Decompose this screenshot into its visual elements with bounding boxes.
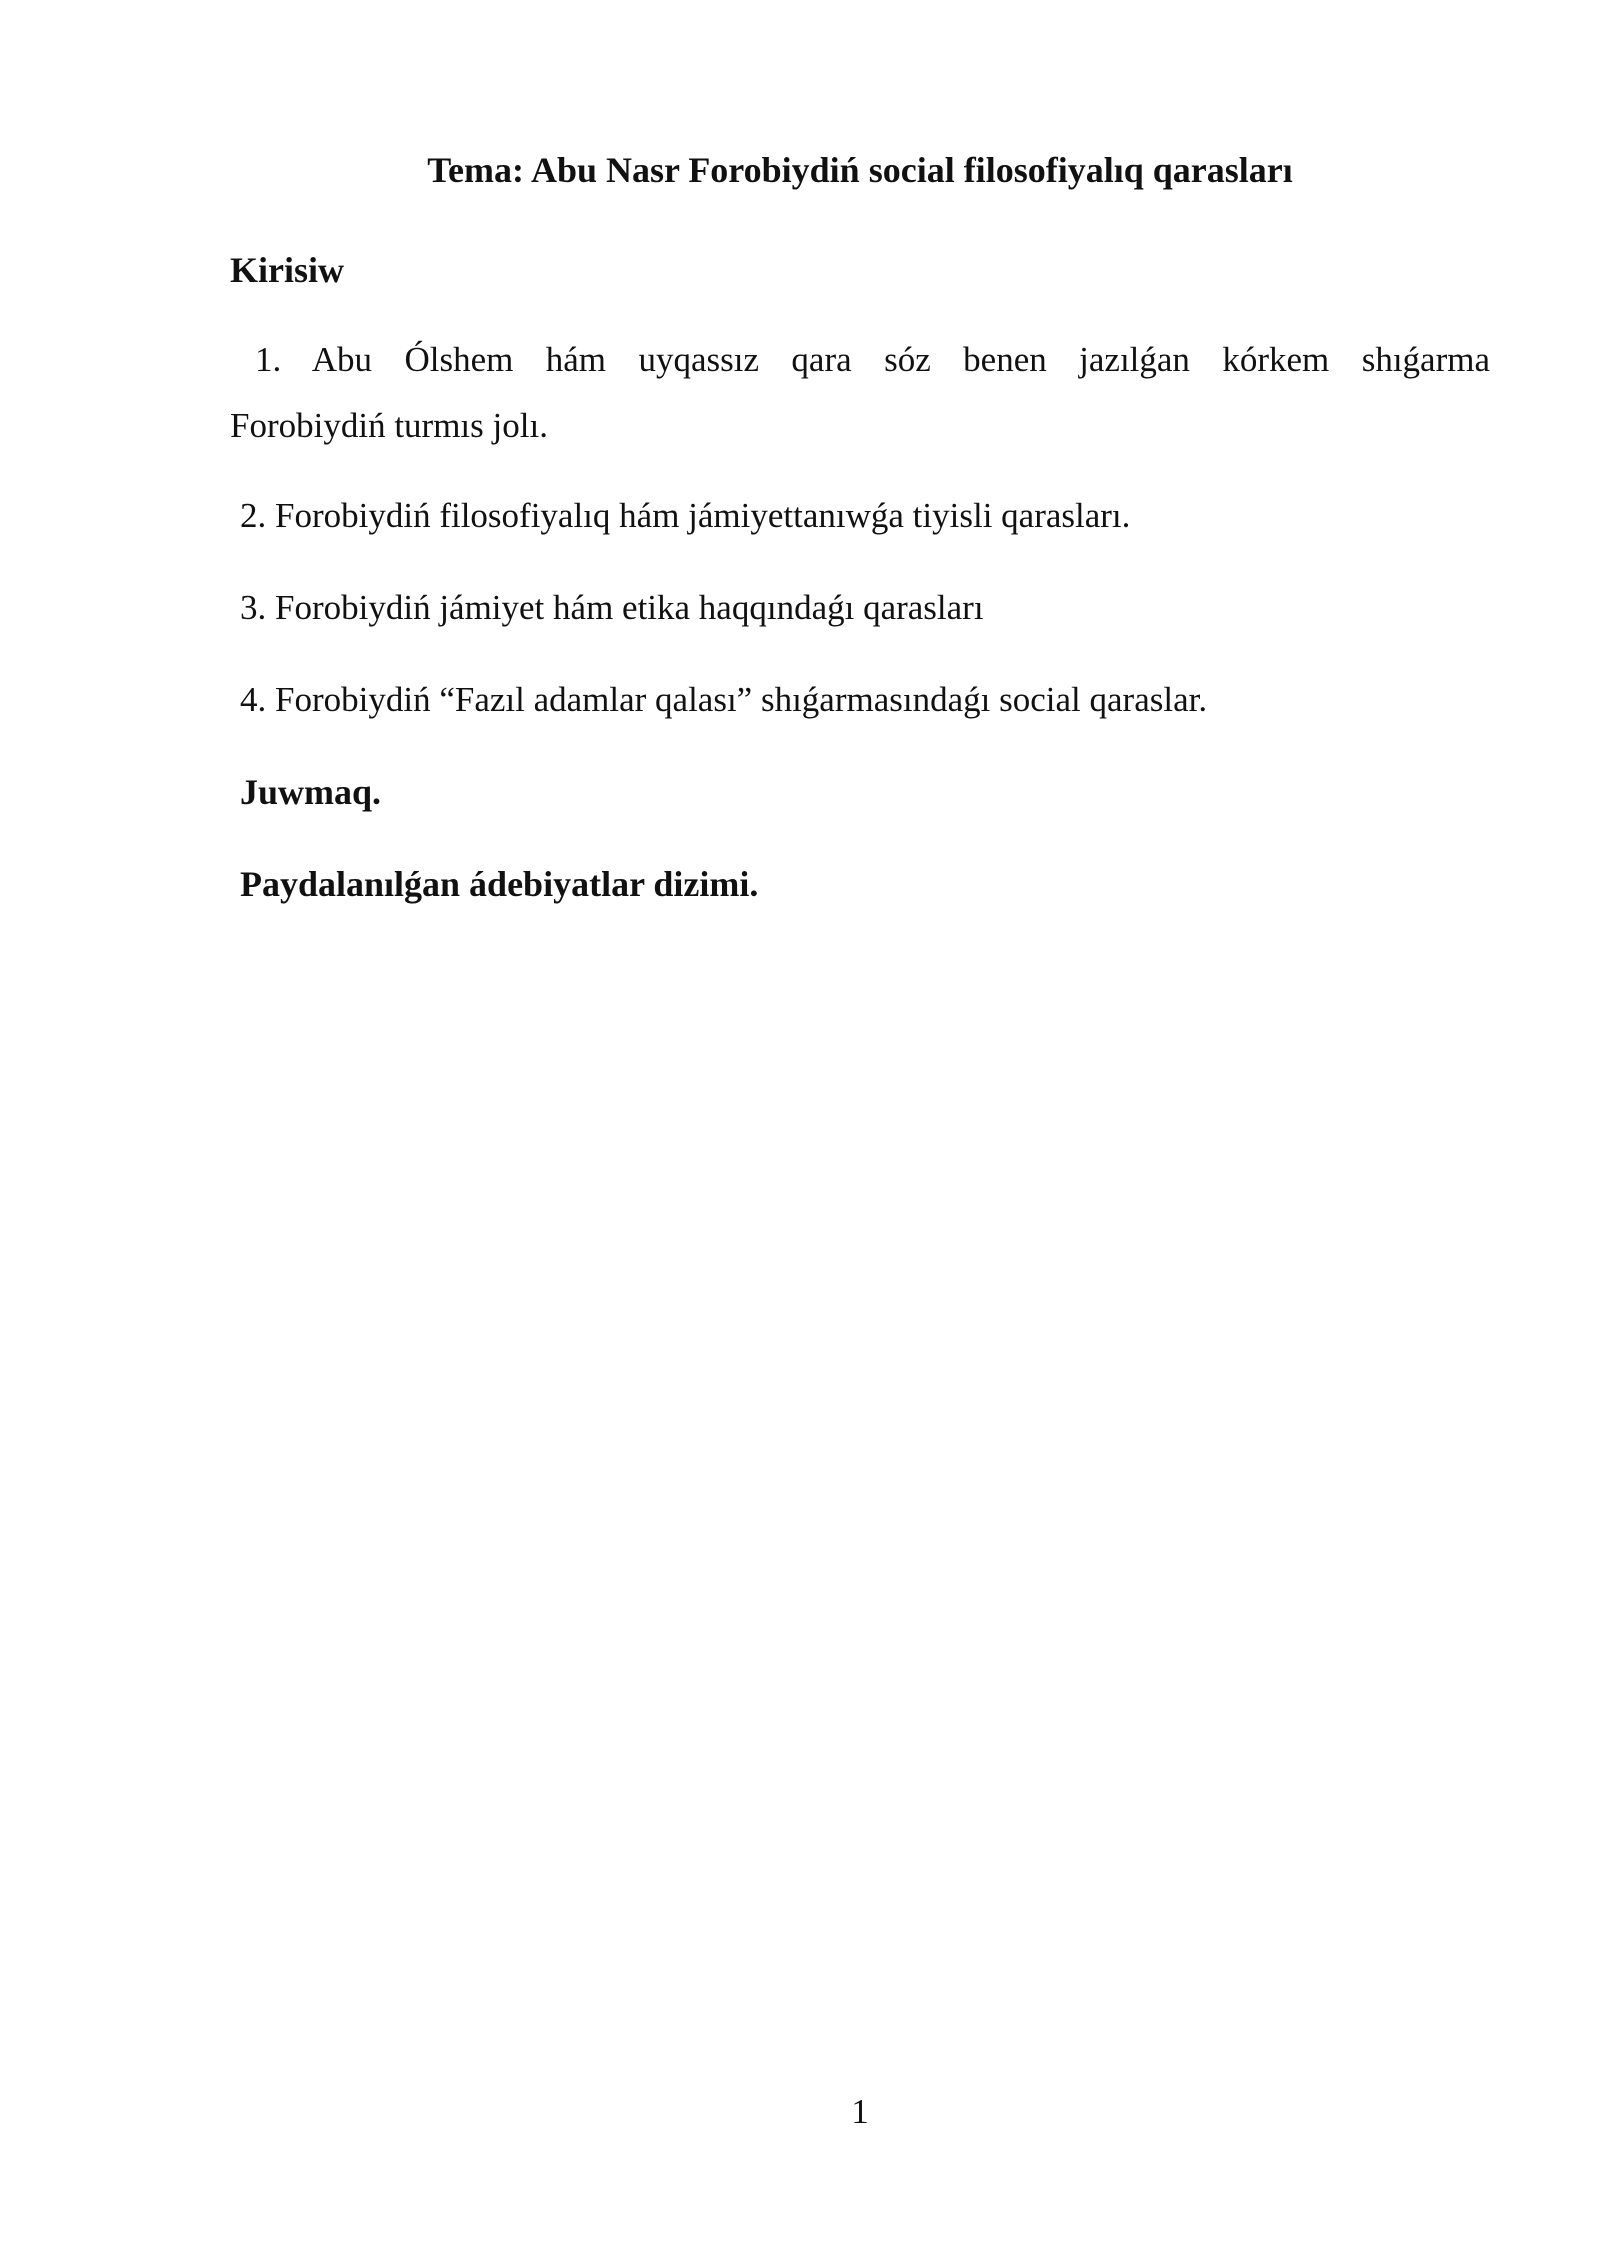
page-number: 1 (851, 2092, 869, 2131)
list-item: 4. Forobiydiń “Fazıl adamlar qalası” shıǵarmasındaǵı social qaraslar. (240, 680, 1208, 719)
list-item-text-line-1: 1. Abu Ólshem hám uyqassız qara sóz benen jazılǵan kórkem shıǵarma (255, 340, 1490, 379)
intro-heading: Kirisiw (230, 250, 344, 290)
references-heading: Paydalanılǵan ádebiyatlar dizimi. (240, 864, 759, 904)
document-title: Tema: Abu Nasr Forobiydiń social filosofiyalıq qarasları (427, 150, 1293, 190)
conclusion-heading: Juwmaq. (240, 772, 382, 812)
list-item: 3. Forobiydiń jámiyet hám etika haqqındaǵı qarasları (240, 588, 984, 627)
list-item: 2. Forobiydiń filosofiyalıq hám jámiyettanıwǵa tiyisli qarasları. (240, 496, 1131, 535)
list-item-text-line-2: Forobiydiń turmıs jolı. (230, 406, 548, 445)
